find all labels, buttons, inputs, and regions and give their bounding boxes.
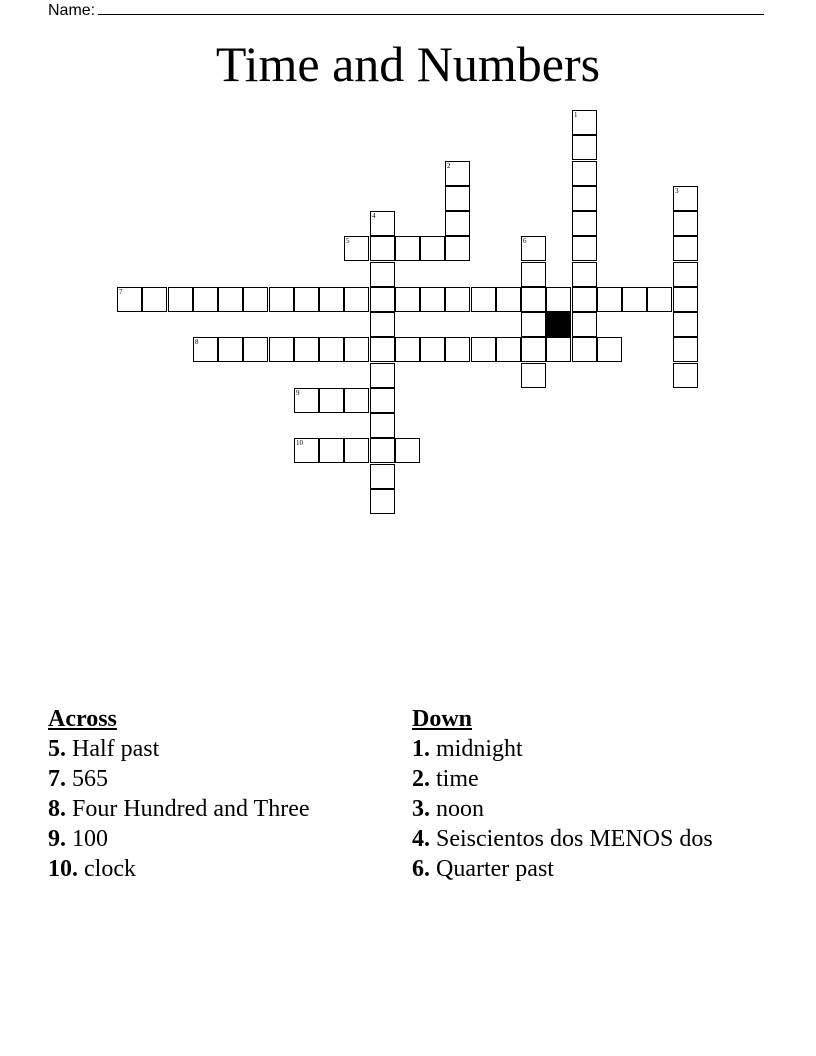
clue-item-number: 5. [48,736,66,762]
clue-item [412,794,742,824]
clue-number: 8 [195,338,199,346]
grid-cell[interactable] [420,236,445,261]
name-field[interactable] [48,0,764,20]
grid-cell[interactable] [673,236,698,261]
grid-cell[interactable] [521,262,546,287]
grid-cell[interactable] [546,287,571,312]
grid-cell[interactable] [673,287,698,312]
grid-cell[interactable] [142,287,167,312]
clue-item-number: 3. [412,796,430,822]
name-label: Name: [48,2,96,19]
clue-item [412,764,742,794]
grid-cell[interactable] [395,337,420,362]
clue-item-text: noon [436,796,484,822]
grid-cell[interactable] [395,287,420,312]
clue-item-text: 100 [72,826,108,852]
grid-cell[interactable] [370,287,395,312]
grid-cell[interactable] [572,312,597,337]
grid-cell[interactable] [673,262,698,287]
grid-cell[interactable] [546,337,571,362]
grid-cell[interactable] [572,110,597,135]
down-clues [412,704,742,884]
grid-cell[interactable] [370,363,395,388]
grid-cell[interactable] [395,438,420,463]
grid-cell[interactable] [218,287,243,312]
grid-cell[interactable] [572,236,597,261]
grid-cell[interactable] [370,438,395,463]
grid-cell[interactable] [445,186,470,211]
grid-cell[interactable] [597,287,622,312]
grid-cell[interactable] [370,413,395,438]
clue-number: 1 [574,111,578,119]
grid-cell[interactable] [218,337,243,362]
grid-cell[interactable] [572,135,597,160]
name-blank-line[interactable] [98,0,764,15]
clue-number: 2 [447,162,451,170]
clue-item-text: Seiscientos dos MENOS dos [436,826,713,852]
clue-number: 10 [296,439,303,447]
grid-cell[interactable] [294,438,319,463]
grid-cell[interactable] [445,236,470,261]
grid-cell[interactable] [445,287,470,312]
clue-item-number: 10. [48,856,78,882]
grid-cell[interactable] [319,337,344,362]
clue-item [412,854,742,884]
clue-number: 4 [372,212,376,220]
grid-cell[interactable] [344,438,369,463]
black-square [546,312,571,337]
down-clue-list [412,734,742,884]
grid-cell[interactable] [370,489,395,514]
grid-cell[interactable] [344,388,369,413]
grid-cell[interactable] [420,287,445,312]
grid-cell[interactable] [445,161,470,186]
grid-cell[interactable] [647,287,672,312]
grid-cell[interactable] [269,287,294,312]
across-clue-list [48,734,378,884]
clue-number: 7 [119,288,123,296]
grid-cell[interactable] [117,287,142,312]
grid-cell[interactable] [572,287,597,312]
clue-item-number: 1. [412,736,430,762]
grid-cell[interactable] [370,337,395,362]
clue-item-number: 9. [48,826,66,852]
grid-cell[interactable] [673,337,698,362]
clue-number: 5 [346,237,350,245]
clue-item-number: 8. [48,796,66,822]
clue-item [48,734,378,764]
clue-item [48,764,378,794]
grid-cell[interactable] [370,464,395,489]
grid-cell[interactable] [496,287,521,312]
grid-cell[interactable] [243,287,268,312]
grid-cell[interactable] [673,186,698,211]
clue-item [48,854,378,884]
grid-cell[interactable] [572,337,597,362]
clue-item-text: 565 [72,766,108,792]
grid-cell[interactable] [521,236,546,261]
grid-cell[interactable] [344,337,369,362]
clue-number: 3 [675,187,679,195]
grid-cell[interactable] [168,287,193,312]
clue-item-number: 2. [412,766,430,792]
clue-item [412,824,742,854]
clue-item-text: time [436,766,479,792]
grid-cell[interactable] [370,388,395,413]
grid-cell[interactable] [370,262,395,287]
grid-cell[interactable] [521,312,546,337]
grid-cell[interactable] [471,287,496,312]
clue-item [48,824,378,854]
clue-item-text: Four Hundred and Three [72,796,310,822]
grid-cell[interactable] [572,262,597,287]
grid-cell[interactable] [521,337,546,362]
clue-item [48,794,378,824]
grid-cell[interactable] [471,337,496,362]
clue-item-text: Quarter past [436,856,554,882]
page-title: Time and Numbers [215,36,601,92]
grid-cell[interactable] [344,287,369,312]
grid-cell[interactable] [572,161,597,186]
grid-cell[interactable] [193,287,218,312]
grid-cell[interactable] [445,211,470,236]
grid-cell[interactable] [420,337,445,362]
clue-item-text: clock [84,856,136,882]
grid-cell[interactable] [572,211,597,236]
clue-item-number: 6. [412,856,430,882]
clue-item-number: 4. [412,826,430,852]
grid-cell[interactable] [243,337,268,362]
grid-cell[interactable] [395,236,420,261]
grid-cell[interactable] [370,312,395,337]
grid-cell[interactable] [370,236,395,261]
grid-cell[interactable] [294,388,319,413]
grid-cell[interactable] [370,211,395,236]
grid-cell[interactable] [193,337,218,362]
clue-item-number: 7. [48,766,66,792]
across-clues [48,704,378,884]
grid-cell[interactable] [294,337,319,362]
grid-cell[interactable] [673,312,698,337]
grid-cell[interactable] [673,363,698,388]
clue-item-text: midnight [436,736,523,762]
grid-cell[interactable] [673,211,698,236]
grid-cell[interactable] [269,337,294,362]
grid-cell[interactable] [496,337,521,362]
grid-cell[interactable] [622,287,647,312]
across-heading: Across [48,706,117,732]
clue-item [412,734,742,764]
grid-cell[interactable] [521,287,546,312]
grid-cell[interactable] [597,337,622,362]
grid-cell[interactable] [319,438,344,463]
down-heading: Down [412,706,473,732]
clue-item-text: Half past [72,736,160,762]
grid-cell[interactable] [572,186,597,211]
grid-cell[interactable] [445,337,470,362]
grid-cell[interactable] [294,287,319,312]
grid-cell[interactable] [521,363,546,388]
grid-cell[interactable] [319,287,344,312]
grid-cell[interactable] [319,388,344,413]
clue-number: 9 [296,389,300,397]
grid-cell[interactable] [344,236,369,261]
clue-number: 6 [523,237,527,245]
